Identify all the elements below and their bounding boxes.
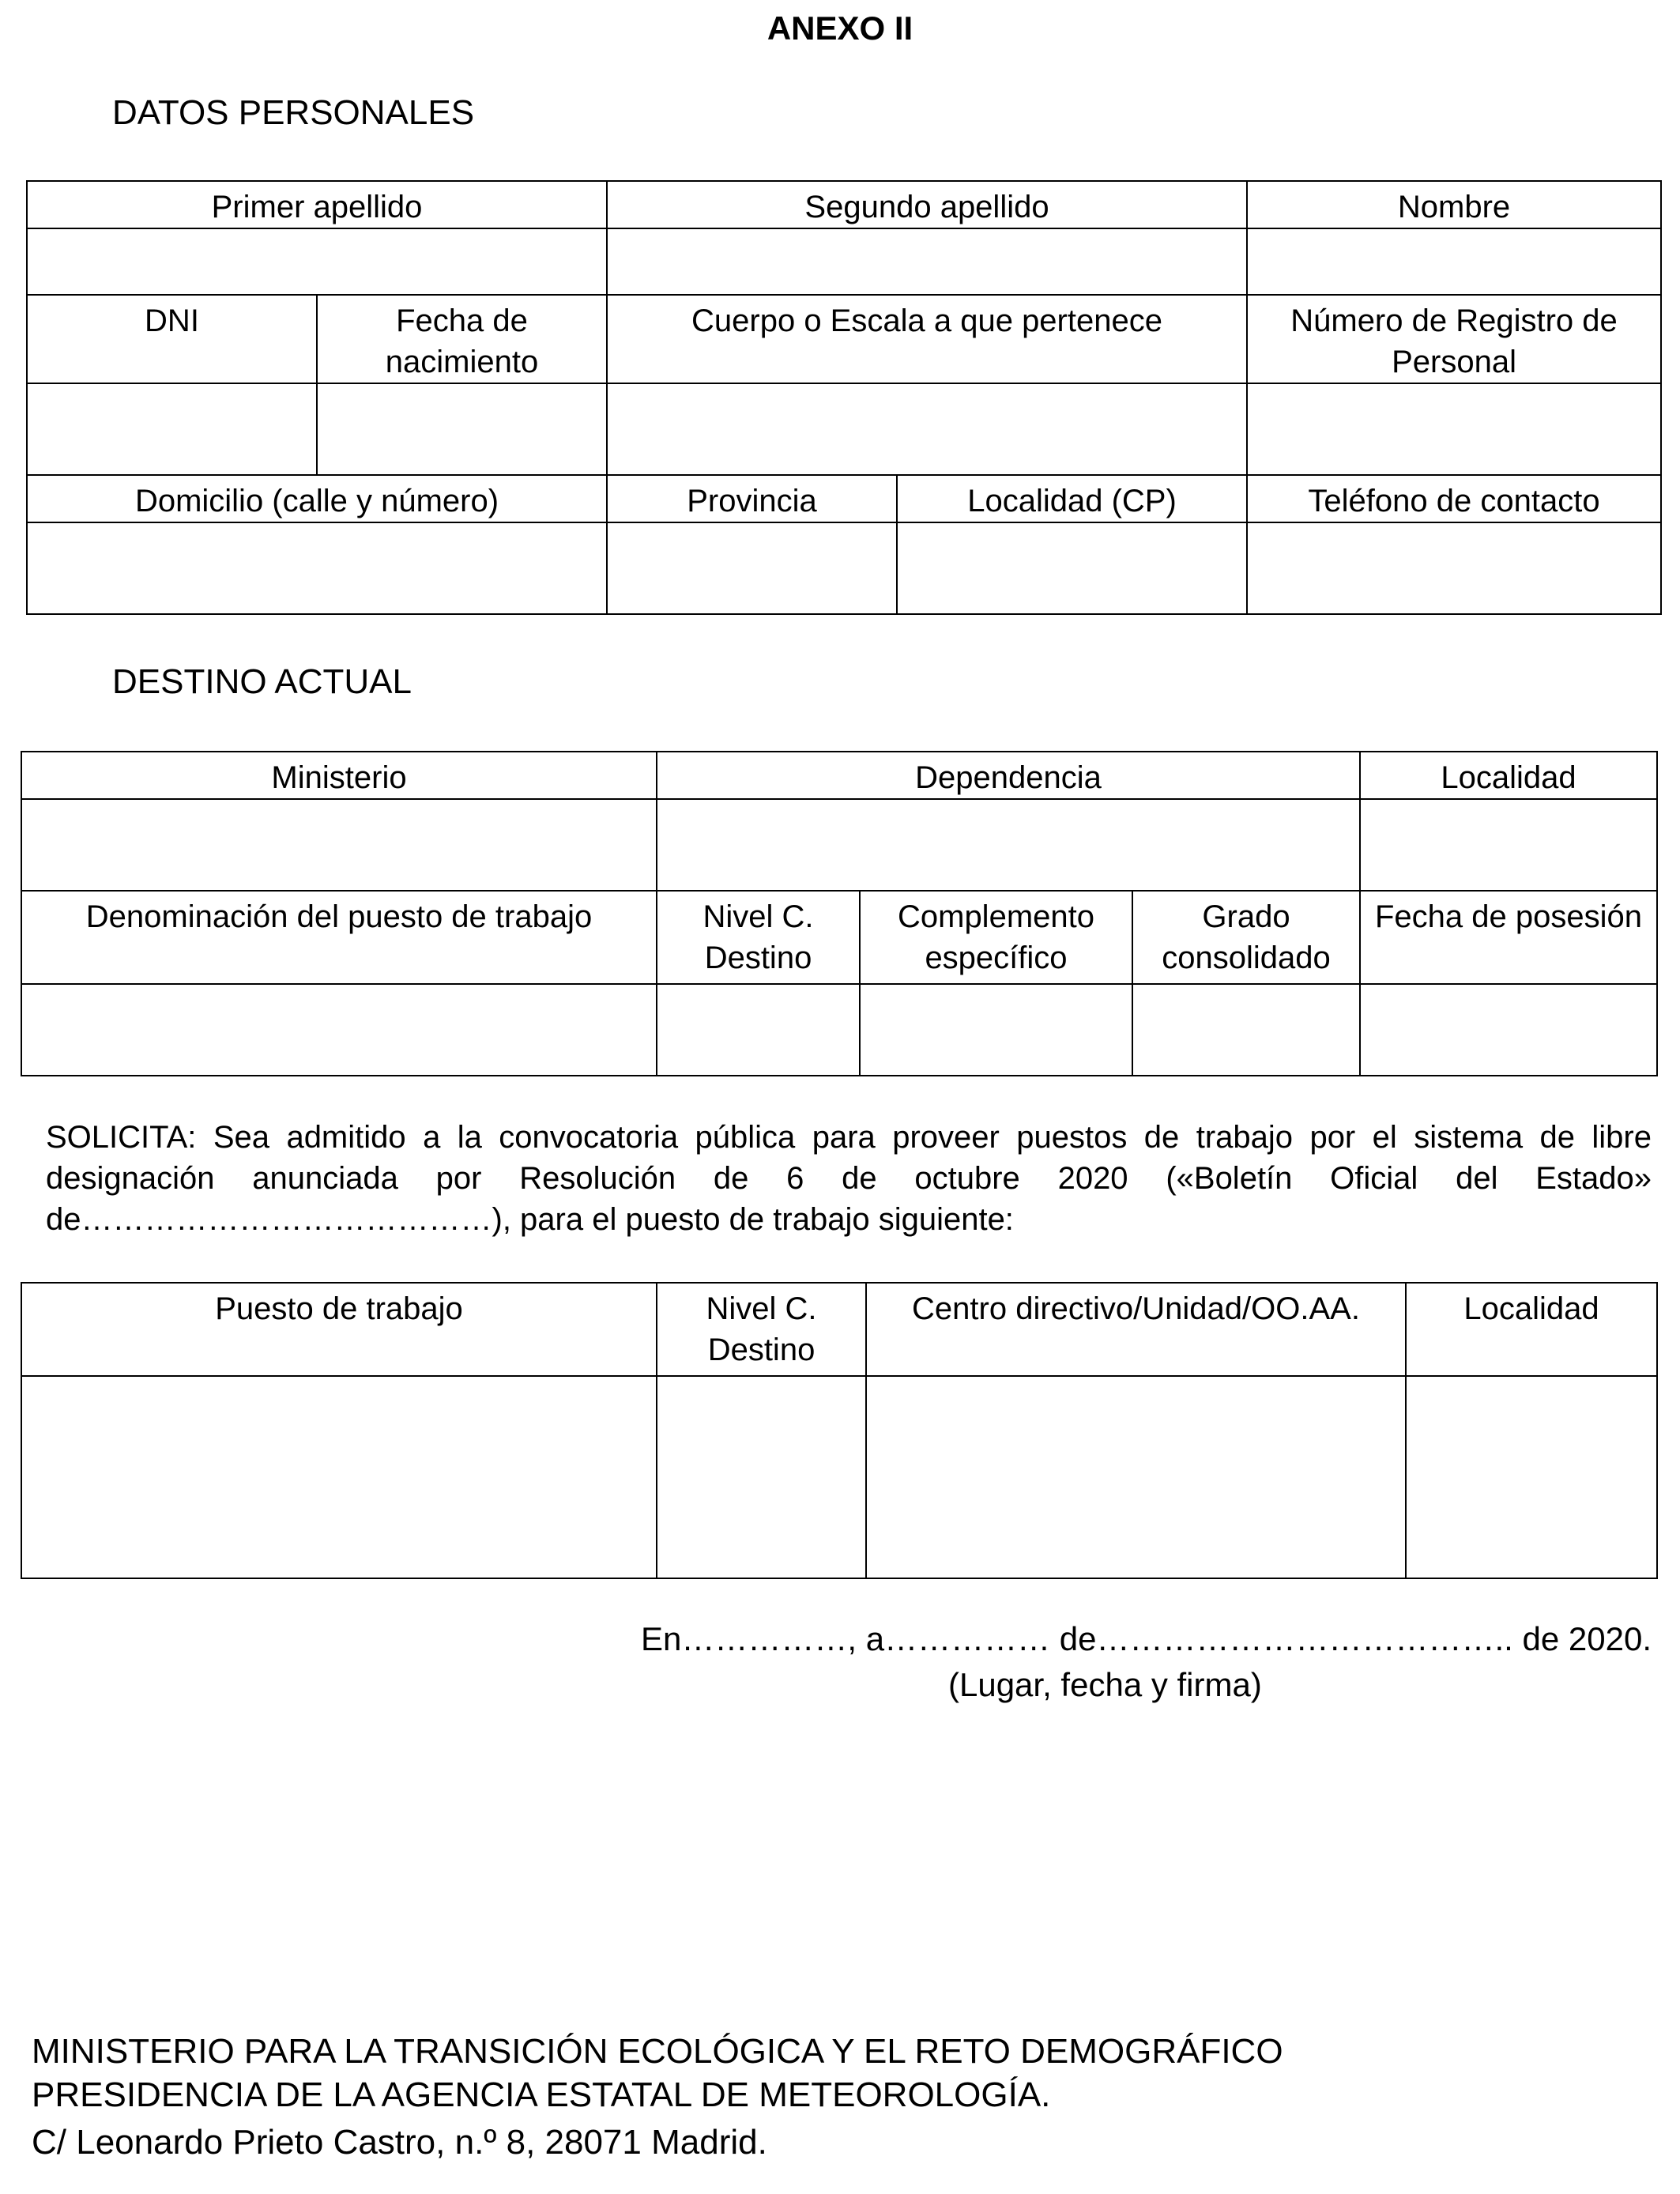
header-nivel-destino-solicitado: Nivel C. Destino xyxy=(657,1283,866,1376)
input-centro-directivo[interactable] xyxy=(866,1376,1406,1578)
footer-ministry: MINISTERIO PARA LA TRANSICIÓN ECOLÓGICA Y EL RETO DEMOGRÁFICO xyxy=(32,2032,1283,2071)
header-fecha-posesion: Fecha de posesión xyxy=(1360,891,1657,984)
input-localidad-cp[interactable] xyxy=(897,522,1247,614)
input-fecha-posesion[interactable] xyxy=(1360,984,1657,1076)
input-fecha-nacimiento[interactable] xyxy=(317,383,607,475)
header-segundo-apellido: Segundo apellido xyxy=(607,181,1247,228)
input-cuerpo-escala[interactable] xyxy=(607,383,1247,475)
header-nivel-destino: Nivel C. Destino xyxy=(657,891,860,984)
header-fecha-nacimiento: Fecha de nacimiento xyxy=(317,295,607,383)
input-denominacion-puesto[interactable] xyxy=(21,984,657,1076)
solicita-paragraph: SOLICITA: Sea admitido a la convocatoria pública para proveer puestos de trabajo por el sistema de libre designación anunciada por Resolución de 6 de octubre 2020 («Boletín Oficial del Estado» de…………………………………), para el puesto de trabajo siguiente: xyxy=(46,1120,1652,1237)
header-denominacion-puesto: Denominación del puesto de trabajo xyxy=(21,891,657,984)
header-dni: DNI xyxy=(27,295,317,383)
header-grado-consolidado: Grado consolidado xyxy=(1132,891,1360,984)
input-primer-apellido[interactable] xyxy=(27,228,607,295)
input-dni[interactable] xyxy=(27,383,317,475)
header-centro-directivo: Centro directivo/Unidad/OO.AA. xyxy=(866,1283,1406,1376)
destino-actual-table xyxy=(21,751,1658,1076)
input-nivel-destino[interactable] xyxy=(657,984,860,1076)
section-heading-datos-personales: DATOS PERSONALES xyxy=(112,93,475,132)
header-dependencia: Dependencia xyxy=(657,752,1360,799)
header-complemento-especifico: Complemento específico xyxy=(860,891,1132,984)
footer-agency: PRESIDENCIA DE LA AGENCIA ESTATAL DE METEOROLOGÍA. xyxy=(32,2075,1051,2114)
header-localidad: Localidad xyxy=(1360,752,1657,799)
signature-line: En……………, a…………… de……………………………….. de 2020. xyxy=(641,1620,1652,1657)
input-localidad-solicitada[interactable] xyxy=(1406,1376,1657,1578)
signature-caption: (Lugar, fecha y firma) xyxy=(948,1666,1262,1703)
document-title: ANEXO II xyxy=(767,9,913,47)
footer-address: C/ Leonardo Prieto Castro, n.º 8, 28071 Madrid. xyxy=(32,2123,767,2162)
header-cuerpo-escala: Cuerpo o Escala a que pertenece xyxy=(607,295,1247,383)
input-segundo-apellido[interactable] xyxy=(607,228,1247,295)
header-localidad-cp: Localidad (CP) xyxy=(897,475,1247,522)
input-puesto-trabajo[interactable] xyxy=(21,1376,657,1578)
input-complemento-especifico[interactable] xyxy=(860,984,1132,1076)
input-grado-consolidado[interactable] xyxy=(1132,984,1360,1076)
header-domicilio: Domicilio (calle y número) xyxy=(27,475,607,522)
header-localidad-solicitada: Localidad xyxy=(1406,1283,1657,1376)
input-ministerio[interactable] xyxy=(21,799,657,891)
input-nivel-destino-solicitado[interactable] xyxy=(657,1376,866,1578)
input-telefono[interactable] xyxy=(1247,522,1661,614)
input-domicilio[interactable] xyxy=(27,522,607,614)
header-primer-apellido: Primer apellido xyxy=(27,181,607,228)
input-dependencia[interactable] xyxy=(657,799,1360,891)
input-numero-registro[interactable] xyxy=(1247,383,1661,475)
header-telefono: Teléfono de contacto xyxy=(1247,475,1661,522)
header-ministerio: Ministerio xyxy=(21,752,657,799)
puesto-solicitado-table xyxy=(21,1282,1658,1579)
section-heading-destino-actual: DESTINO ACTUAL xyxy=(112,662,412,701)
input-localidad[interactable] xyxy=(1360,799,1657,891)
input-provincia[interactable] xyxy=(607,522,897,614)
datos-personales-table xyxy=(26,180,1662,615)
header-nombre: Nombre xyxy=(1247,181,1661,228)
header-numero-registro: Número de Registro de Personal xyxy=(1247,295,1661,383)
input-nombre[interactable] xyxy=(1247,228,1661,295)
header-puesto-trabajo: Puesto de trabajo xyxy=(21,1283,657,1376)
header-provincia: Provincia xyxy=(607,475,897,522)
